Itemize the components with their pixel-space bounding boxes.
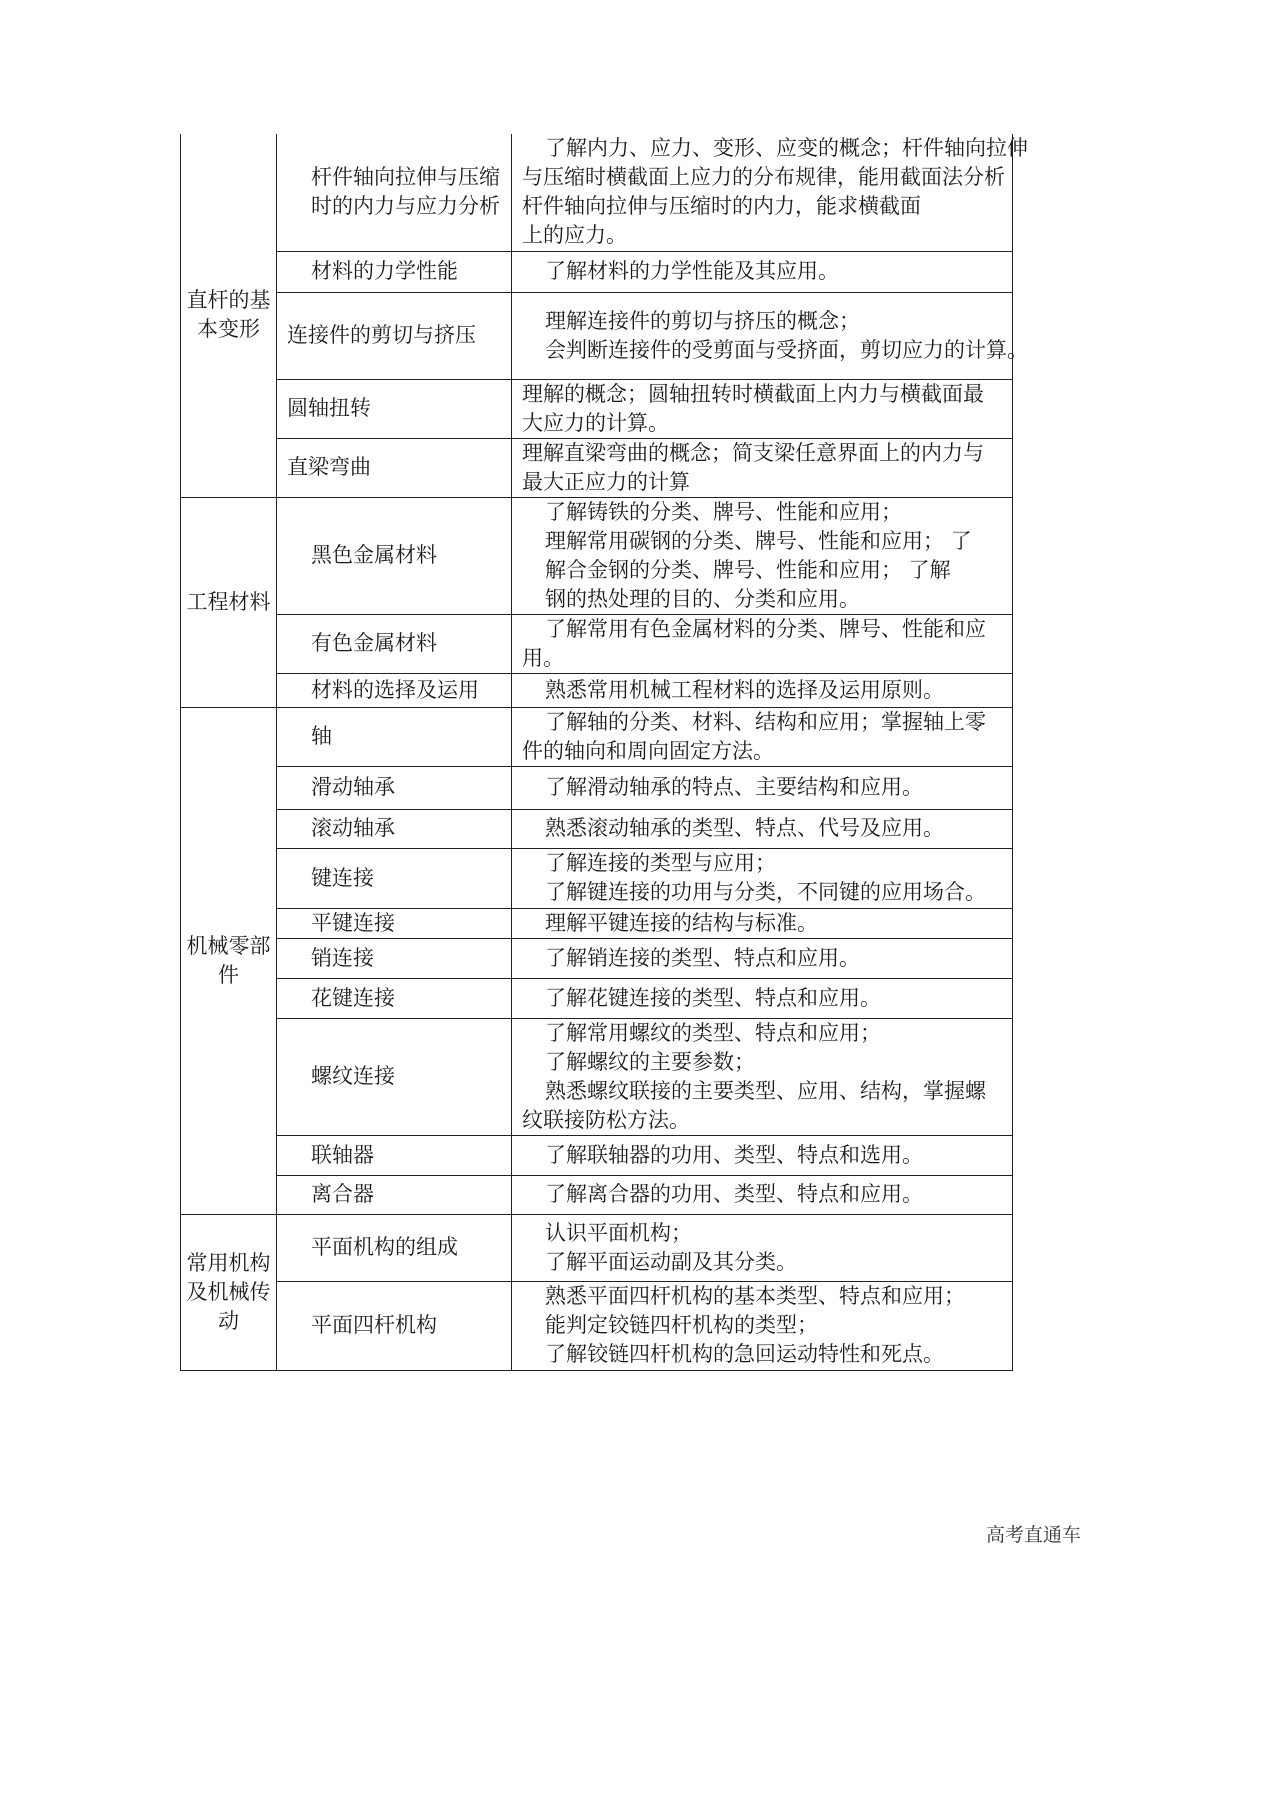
requirement-cell	[512, 497, 1013, 614]
requirement-line: 理解连接件的剪切与挤压的概念；	[545, 308, 860, 333]
section-topic-cell	[181, 134, 277, 497]
table-row	[181, 251, 1013, 292]
requirement-line: 了解内力、应力、变形、应变的概念；杆件轴向拉伸	[545, 136, 1028, 161]
requirement-cell	[512, 1281, 1013, 1370]
requirement-line: 最大正应力的计算	[522, 469, 690, 494]
requirement-line: 了解销连接的类型、特点和应用。	[545, 945, 860, 970]
subtopic-cell: 连接件的剪切与挤压	[277, 292, 512, 379]
subtopic-cell: 花键连接	[277, 978, 512, 1018]
table-row	[181, 292, 1013, 379]
table-row	[181, 134, 1013, 251]
requirement-line: 理解的概念；圆轴扭转时横截面上内力与横截面最	[522, 381, 984, 406]
requirement-cell	[512, 766, 1013, 809]
subtopic-cell: 销连接	[277, 938, 512, 978]
table-row	[181, 1135, 1013, 1175]
requirement-cell	[512, 438, 1013, 497]
requirement-line: 与压缩时横截面上应力的分布规律，能用截面法分析	[522, 165, 1005, 190]
requirement-line: 了解铸铁的分类、牌号、性能和应用；	[545, 499, 902, 524]
subtopic-cell: 直梁弯曲	[277, 438, 512, 497]
requirement-cell	[512, 707, 1013, 766]
table-row	[181, 938, 1013, 978]
requirement-line: 了解离合器的功用、类型、特点和应用。	[545, 1182, 923, 1206]
subtopic-cell: 螺纹连接	[277, 1018, 512, 1135]
requirement-cell	[512, 848, 1013, 908]
subtopic-cell: 键连接	[277, 848, 512, 908]
requirement-cell	[512, 251, 1013, 292]
requirement-line: 熟悉平面四杆机构的基本类型、特点和应用；	[545, 1284, 965, 1308]
requirement-line: 会判断连接件的受剪面与受挤面，剪切应力的计算。	[545, 337, 1028, 362]
table-row	[181, 848, 1013, 908]
subtopic-cell: 离合器	[277, 1175, 512, 1214]
table-row	[181, 1281, 1013, 1370]
requirement-line: 了解螺纹的主要参数；	[545, 1049, 755, 1074]
requirement-cell	[512, 379, 1013, 438]
requirement-line: 件的轴向和周向固定方法。	[522, 738, 774, 763]
requirement-line: 熟悉螺纹联接的主要类型、应用、结构，掌握螺	[545, 1078, 986, 1103]
subtopic-cell: 滑动轴承	[277, 766, 512, 809]
requirement-line: 熟悉滚动轴承的类型、特点、代号及应用。	[545, 816, 944, 840]
requirement-cell	[512, 1018, 1013, 1135]
requirement-cell	[512, 1214, 1013, 1281]
requirement-line: 了解花键连接的类型、特点和应用。	[545, 985, 881, 1010]
requirement-line: 了解材料的力学性能及其应用。	[545, 259, 839, 283]
section-topic: 直杆的基本变形	[186, 288, 271, 342]
requirement-line: 了解滑动轴承的特点、主要结构和应用。	[545, 775, 923, 799]
section-topic: 机械零部件	[186, 933, 271, 987]
requirement-line: 理解直梁弯曲的概念；简支梁任意界面上的内力与	[522, 440, 984, 465]
requirement-cell	[512, 292, 1028, 379]
table-row	[181, 379, 1013, 438]
section-topic: 工程材料	[186, 589, 271, 614]
requirement-line: 用。	[522, 645, 564, 670]
requirement-line: 了解连接的类型与应用；	[545, 851, 776, 875]
requirement-line: 理解平键连接的结构与标准。	[545, 910, 818, 935]
table-row	[181, 766, 1013, 809]
table-row	[181, 1214, 1013, 1281]
syllabus-table	[180, 134, 1028, 1371]
table-row	[181, 497, 1013, 614]
requirement-line: 钢的热处理的目的、分类和应用。	[545, 586, 860, 611]
subtopic-cell: 平面机构的组成	[277, 1214, 512, 1281]
requirement-line: 大应力的计算。	[522, 410, 669, 435]
subtopic-cell: 滚动轴承	[277, 809, 512, 848]
requirement-line: 熟悉常用机械工程材料的选择及运用原则。	[545, 677, 944, 702]
requirement-cell	[512, 908, 1013, 938]
requirement-line: 了解平面运动副及其分类。	[545, 1249, 797, 1274]
requirement-line: 上的应力。	[522, 223, 627, 248]
subtopic-cell: 材料的力学性能	[277, 251, 512, 292]
table-row	[181, 809, 1013, 848]
requirement-line: 了解联轴器的功用、类型、特点和选用。	[545, 1142, 923, 1167]
requirement-line: 了解铰链四杆机构的急回运动特性和死点。	[545, 1342, 944, 1366]
requirement-line: 理解常用碳钢的分类、牌号、性能和应用； 了	[545, 528, 972, 553]
subtopic-cell: 材料的选择及运用	[277, 673, 512, 707]
table-row	[181, 438, 1013, 497]
subtopic-cell: 杆件轴向拉伸与压缩时的内力与应力分析	[277, 134, 512, 251]
table-row	[181, 978, 1013, 1018]
requirement-line: 了解常用螺纹的类型、特点和应用；	[545, 1020, 881, 1045]
requirement-cell	[512, 978, 1013, 1018]
requirement-cell	[512, 809, 1013, 848]
subtopic-cell: 圆轴扭转	[277, 379, 512, 438]
table-row	[181, 707, 1013, 766]
requirement-cell	[512, 1135, 1013, 1175]
subtopic-cell: 黑色金属材料	[277, 497, 512, 614]
requirement-cell	[512, 614, 1013, 673]
requirement-line: 杆件轴向拉伸与压缩时的内力，能求横截面	[522, 194, 921, 219]
requirement-cell	[512, 938, 1013, 978]
requirement-line: 了解键连接的功用与分类，不同键的应用场合。	[545, 880, 986, 904]
watermark-text: 高考直通车	[985, 1524, 1081, 1546]
subtopic-cell: 联轴器	[277, 1135, 512, 1175]
table-row	[181, 614, 1013, 673]
subtopic-cell: 轴	[277, 707, 512, 766]
requirement-line: 认识平面机构；	[545, 1220, 692, 1245]
requirement-line: 了解常用有色金属材料的分类、牌号、性能和应	[545, 616, 986, 641]
requirement-line: 解合金钢的分类、牌号、性能和应用； 了解	[545, 557, 951, 582]
section-topic-cell	[181, 497, 277, 707]
section-topic-cell	[181, 1214, 277, 1370]
requirement-line: 能判定铰链四杆机构的类型；	[545, 1313, 818, 1337]
table-row	[181, 673, 1013, 707]
requirement-cell	[512, 1175, 1013, 1214]
section-topic-cell	[181, 707, 277, 1214]
table-row	[181, 908, 1013, 938]
subtopic-cell: 平键连接	[277, 908, 512, 938]
table-row	[181, 1018, 1013, 1135]
subtopic-cell: 有色金属材料	[277, 614, 512, 673]
table-row	[181, 1175, 1013, 1214]
requirement-cell	[512, 134, 1028, 251]
subtopic-cell: 平面四杆机构	[277, 1281, 512, 1370]
section-topic: 常用机构及机械传动	[186, 1250, 271, 1333]
requirement-line: 了解轴的分类、材料、结构和应用；掌握轴上零	[545, 709, 986, 734]
requirement-line: 纹联接防松方法。	[522, 1107, 690, 1132]
requirement-cell	[512, 673, 1013, 707]
